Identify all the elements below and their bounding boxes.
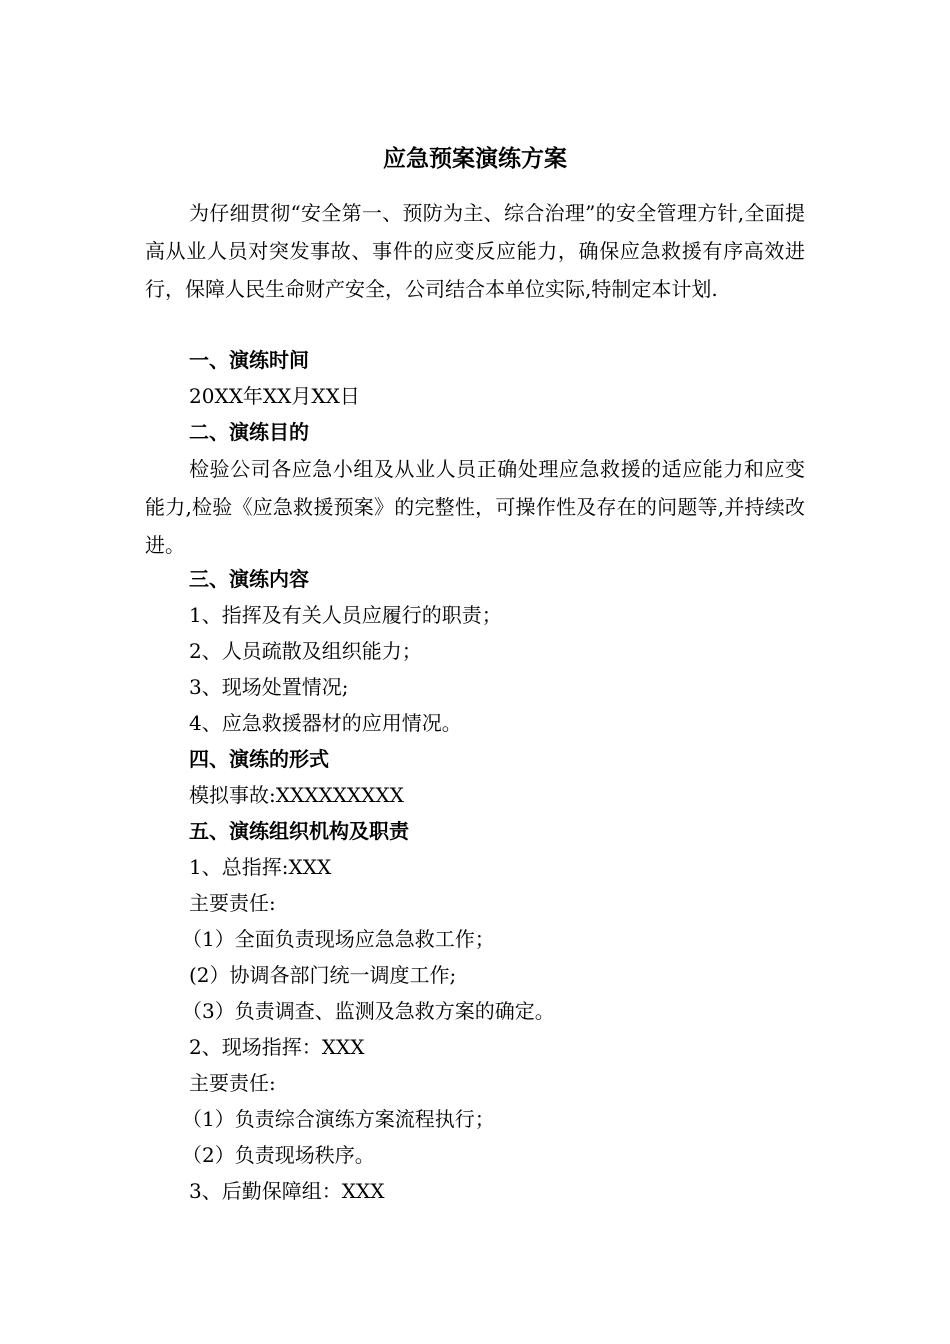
intro-paragraph: 为仔细贯彻“安全第一、预防为主、综合治理”的安全管理方针,全面提高从业人员对突发事故、事件的应变反应能力，确保应急救援有序高效进行，保障人民生命财产安全，公司结合本单位实际,特制定本计划. [145,201,805,301]
commander-line: 1、总指挥:XXX [189,855,332,879]
content-item-3: 3、现场处置情况; [189,675,349,699]
content-item-2: 2、人员疏散及组织能力； [189,639,422,663]
section-heading-time: 一、演练时间 [189,348,309,372]
document-title: 应急预案演练方案 [383,146,567,172]
drill-date: 20XX年XX月XX日 [189,384,360,408]
section-heading-organization: 五、演练组织机构及职责 [189,819,409,843]
purpose-paragraph: 检验公司各应急小组及从业人员正确处理应急救援的适应能力和应变能力,检验《应急救援预案》的完整性，可操作性及存在的问题等,并持续改进。 [145,457,805,557]
section-heading-purpose: 二、演练目的 [189,420,309,444]
field-resp-label: 主要责任: [189,1071,276,1095]
section-heading-content: 三、演练内容 [189,567,309,591]
content-item-4: 4、应急救援器材的应用情况。 [189,711,462,735]
content-item-1: 1、指挥及有关人员应履行的职责； [189,603,502,627]
commander-resp-label: 主要责任: [189,891,276,915]
commander-resp-3: （3）负责调查、监测及急救方案的确定。 [182,999,555,1023]
commander-resp-2: (2）协调各部门统一调度工作; [189,963,457,987]
field-resp-1: （1）负责综合演练方案流程执行； [182,1107,495,1131]
field-resp-2: （2）负责现场秩序。 [182,1143,375,1167]
commander-resp-1: （1）全面负责现场应急急救工作； [182,927,495,951]
section-heading-form: 四、演练的形式 [189,747,329,771]
logistics-line: 3、后勤保障组：XXX [189,1179,385,1203]
field-commander-line: 2、现场指挥：XXX [189,1035,365,1059]
drill-form: 模拟事故:XXXXXXXXX [189,783,404,807]
